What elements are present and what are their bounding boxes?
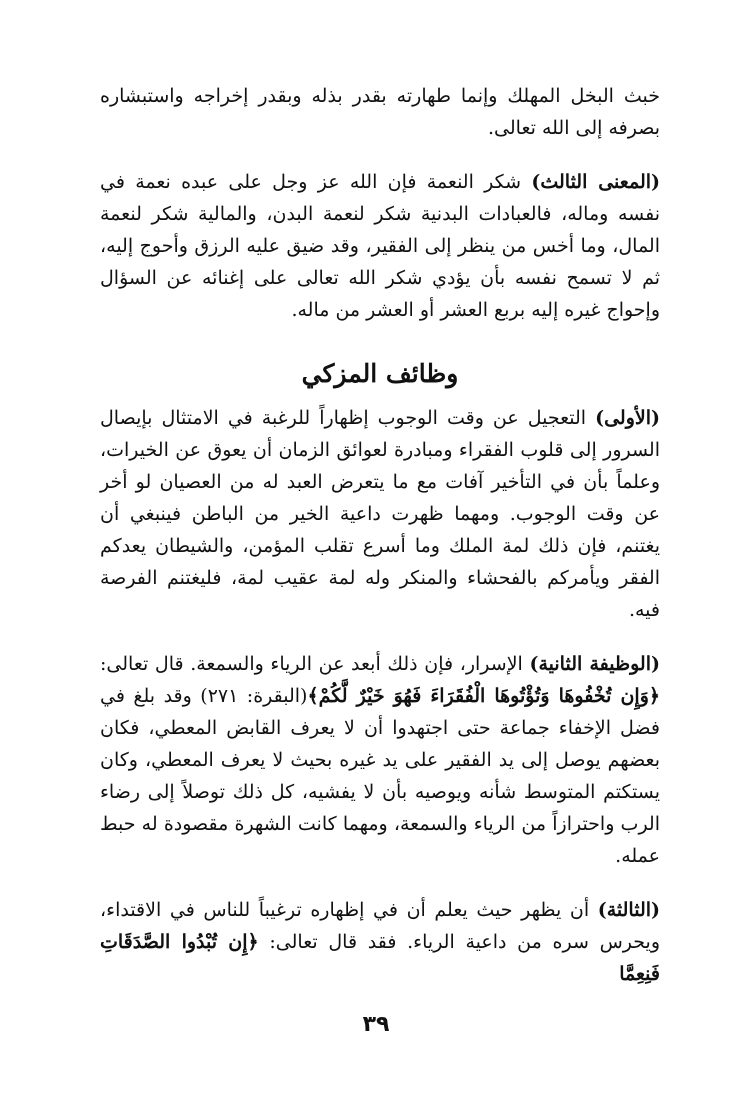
paragraph-3: [100, 402, 660, 626]
spacer: [100, 326, 660, 356]
spacer: [100, 144, 660, 166]
paragraph-3-text: التعجيل عن وقت الوجوب إظهاراً للرغبة في الامتثال بإيصال السرور إلى قلوب الفقراء ومبادرة لعوائق الزمان أن يعوق عن الخيرات، وعلماً بأن في التأخير آفات مع ما يتعرض العبد له من العصيان لو أخر عن وقت الوجوب. ومهما ظهرت داعية الخير من الباطن فينبغي أن يغتنم، فإن ذلك لمة الملك وما أسرع تقلب المؤمن، والشيطان يعدكم الفقر ويأمركم بالفحشاء والمنكر وله لمة عقيب لمة، فليغتنم الفرصة فيه.: [100, 407, 660, 621]
quran-verse: ﴿إِن تُبْدُوا الصَّدَقَاتِ فَنِعِمَّا: [100, 931, 660, 985]
paragraph-2-text: شكر النعمة فإن الله عز وجل على عبده نعمة في نفسه وماله، فالعبادات البدنية شكر لنعمة البدن، والمالية شكر لنعمة المال، وما أخس من ينظر إلى الفقير، وقد ضيق عليه الرزق وأحوج إليه، ثم لا تسمح نفسه بأن يؤدي شكر الله تعالى على إغنائه عن السؤال وإحواج غيره إليه بربع العشر أو العشر من ماله.: [100, 171, 660, 321]
section-heading: وظائف المزكي: [301, 359, 459, 388]
paragraph-3-lead: (الأولى): [595, 407, 660, 429]
paragraph-2-lead: (المعنى الثالث): [531, 171, 661, 193]
spacer: [100, 626, 660, 648]
paragraph-5-lead: (الثالثة): [597, 899, 660, 921]
paragraph-1-text: خبث البخل المهلك وإنما طهارته بقدر بذله وبقدر إخراجه واستبشاره بصرفه إلى الله تعالى.: [100, 85, 660, 139]
page-number: ٣٩: [362, 1012, 390, 1037]
paragraph-4-lead: (الوظيفة الثانية): [529, 653, 660, 675]
paragraph-5: [100, 894, 660, 990]
paragraph-1: [100, 80, 660, 144]
quran-verse: ﴿وَإِن تُخْفُوهَا وَتُؤْتُوهَا الْفُقَرَاءَ فَهُوَ خَيْرٌ لَّكُمْ﴾: [307, 685, 660, 707]
paragraph-4: [100, 648, 660, 872]
page-body: [100, 80, 660, 990]
paragraph-4-text-after: (البقرة: ٢٧١) وقد بلغ في فضل الإخفاء جماعة حتى اجتهدوا أن لا يعرف القابض المعطي، فكان بعضهم يوصل إلى يد الفقير على يد غيره بحيث لا يعرف المعطي، وكان يستكتم المتوسط شأنه ويوصيه بأن لا يفشيه، كل ذلك توصلاً إلى رضاء الرب واحترازاً من الرياء والسمعة، ومهما كانت الشهرة مقصودة له حبط عمله.: [100, 685, 660, 867]
paragraph-2: [100, 166, 660, 326]
paragraph-5-text-before: أن يظهر حيث يعلم أن في إظهاره ترغيباً للناس في الاقتداء، ويحرس سره من داعية الرياء. فقد قال تعالى:: [100, 899, 660, 953]
spacer: [100, 872, 660, 894]
paragraph-4-text-before: الإسرار، فإن ذلك أبعد عن الرياء والسمعة. قال تعالى:: [100, 653, 530, 675]
